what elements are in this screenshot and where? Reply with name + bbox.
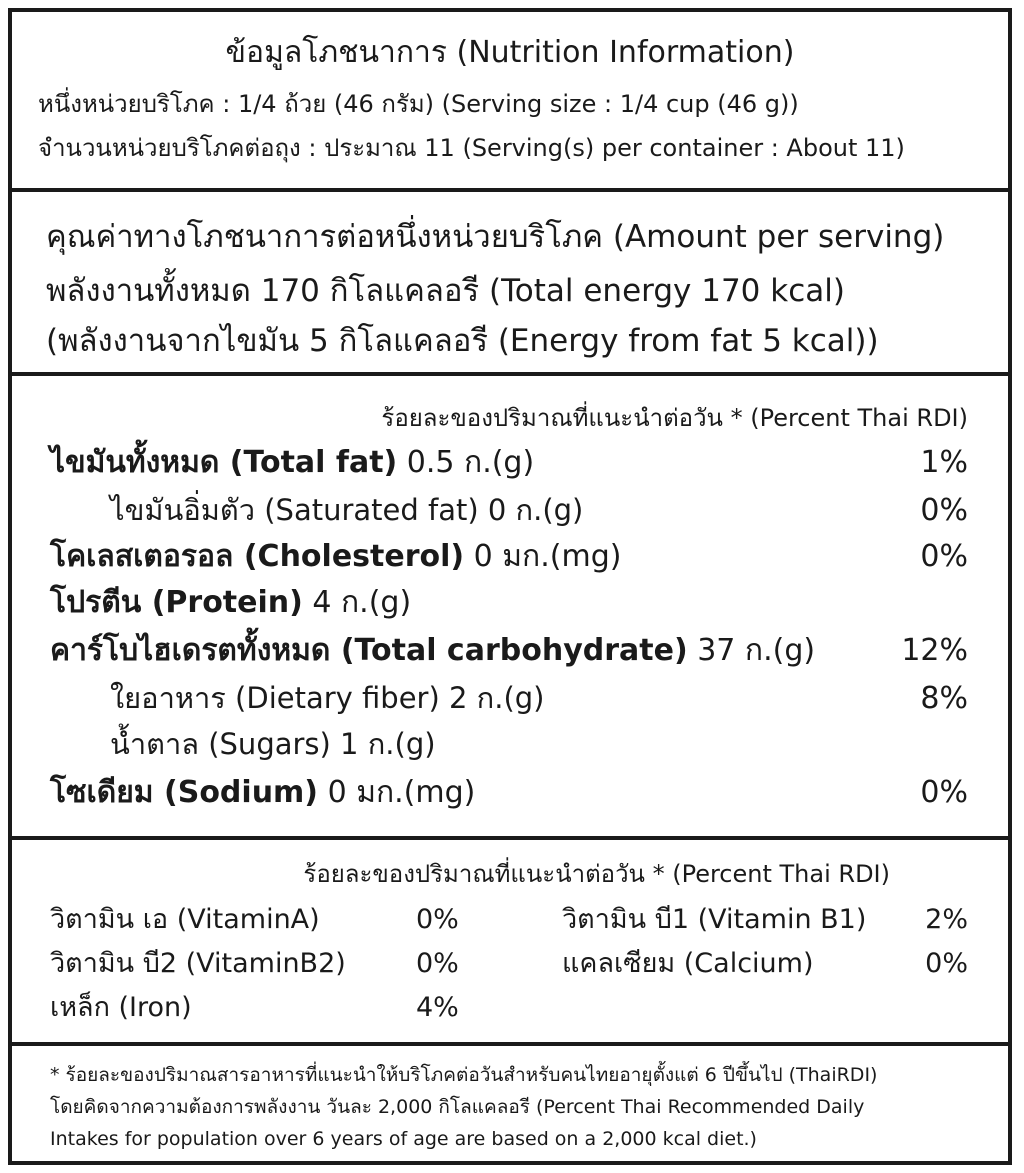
- nutrient-row-cholesterol: [50, 539, 622, 574]
- nutrient-amount: น้ำตาล (Sugars) 1 ก.(g): [110, 727, 436, 761]
- nutrient-percent: 8%: [920, 681, 968, 716]
- vitamin-b1-label: วิตามิน บี1 (Vitamin B1): [562, 904, 867, 935]
- nutrient-amount: 0 มก.(mg): [318, 775, 476, 810]
- nutrient-amount: 0 มก.(mg): [464, 539, 622, 574]
- vitamin-b2-label: วิตามิน บี2 (VitaminB2): [50, 948, 346, 979]
- nutrient-amount: 37 ก.(g): [687, 633, 816, 668]
- nutrient-amount: ไขมันอิ่มตัว (Saturated fat) 0 ก.(g): [110, 493, 584, 527]
- nutrient-row-saturated-fat: [110, 493, 584, 527]
- vitamins-section: [12, 836, 1008, 1042]
- nutrient-percent: 1%: [920, 445, 968, 480]
- iron-label: เหล็ก (Iron): [50, 992, 192, 1023]
- nutrient-row-sugars: [110, 727, 436, 761]
- nutrient-label: โคเลสเตอรอล (Cholesterol): [50, 539, 465, 574]
- vitamin-a-label: วิตามิน เอ (VitaminA): [50, 904, 320, 935]
- nutrient-row-protein: [50, 585, 412, 620]
- footnote-line-1: * ร้อยละของปริมาณสารอาหารที่แนะนำให้บริโภคต่อวันสำหรับคนไทยอายุตั้งแต่ 6 ปีขึ้นไป (ThaiRDI): [50, 1064, 878, 1086]
- nutrient-amount: ใยอาหาร (Dietary fiber) 2 ก.(g): [110, 681, 545, 715]
- calcium-percent: 0%: [925, 948, 968, 979]
- nutrient-label: ไขมันทั้งหมด (Total fat): [50, 445, 398, 480]
- nutrient-percent: 0%: [920, 539, 968, 574]
- footnote-line-2: โดยคิดจากความต้องการพลังงาน วันละ 2,000 กิโลแคลอรี (Percent Thai Recommended Daily: [50, 1096, 865, 1118]
- label-title: ข้อมูลโภชนาการ (Nutrition Information): [225, 35, 795, 70]
- nutrient-percent: 0%: [920, 775, 968, 810]
- iron-percent: 4%: [416, 992, 459, 1023]
- amount-heading: คุณค่าทางโภชนาการต่อหนึ่งหน่วยบริโภค (Amount per serving): [46, 219, 945, 255]
- servings-per-container: จำนวนหน่วยบริโภคต่อถุง : ประมาณ 11 (Serving(s) per container : About 11): [38, 134, 905, 162]
- nutrition-label: [8, 8, 1012, 1165]
- nutrients-rdi-heading: ร้อยละของปริมาณที่แนะนำต่อวัน * (Percent Thai RDI): [381, 404, 968, 432]
- nutrient-label: คาร์โบไฮเดรตทั้งหมด (Total carbohydrate): [50, 633, 688, 668]
- footnote-line-3: Intakes for population over 6 years of age are based on a 2,000 kcal diet.): [50, 1128, 757, 1150]
- vitamin-a-percent: 0%: [416, 904, 459, 935]
- nutrient-label: โซเดียม (Sodium): [50, 775, 319, 810]
- nutrient-percent: 12%: [901, 633, 968, 668]
- nutrient-row-total-carbohydrate: [50, 633, 816, 668]
- label-header: [12, 12, 1008, 188]
- nutrient-row-total-fat: [50, 445, 535, 480]
- vitamins-rdi-heading: ร้อยละของปริมาณที่แนะนำต่อวัน * (Percent Thai RDI): [303, 860, 890, 888]
- calcium-label: แคลเซียม (Calcium): [562, 948, 814, 979]
- total-energy: พลังงานทั้งหมด 170 กิโลแคลอรี (Total energy 170 kcal): [46, 273, 845, 309]
- nutrient-percent: 0%: [920, 493, 968, 528]
- vitamin-b1-percent: 2%: [925, 904, 968, 935]
- vitamin-b2-percent: 0%: [416, 948, 459, 979]
- nutrient-row-sodium: [50, 775, 476, 810]
- footnote-section: [12, 1042, 1008, 1161]
- nutrient-amount: 0.5 ก.(g): [397, 445, 535, 480]
- nutrient-label: โปรตีน (Protein): [50, 585, 303, 620]
- energy-from-fat: (พลังงานจากไขมัน 5 กิโลแคลอรี (Energy from fat 5 kcal)): [46, 323, 879, 359]
- nutrient-row-dietary-fiber: [110, 681, 545, 715]
- amount-per-serving-section: [12, 188, 1008, 372]
- nutrients-section: [12, 372, 1008, 836]
- serving-size: หนึ่งหน่วยบริโภค : 1/4 ถ้วย (46 กรัม) (Serving size : 1/4 cup (46 g)): [38, 90, 799, 118]
- nutrient-amount: 4 ก.(g): [302, 585, 412, 620]
